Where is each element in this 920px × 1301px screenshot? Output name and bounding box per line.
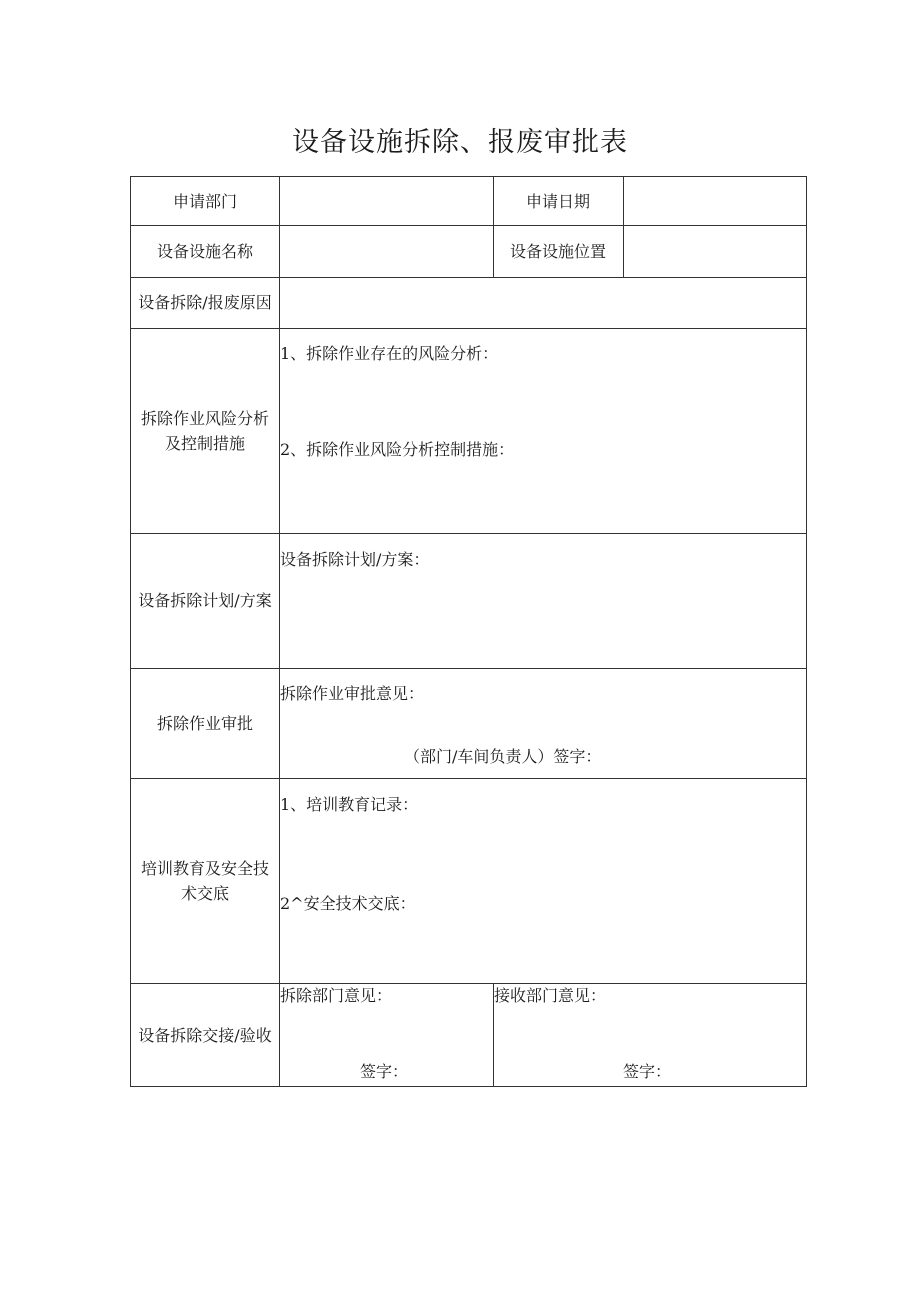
receive-opinion-field[interactable] xyxy=(494,983,807,1087)
plan-field[interactable] xyxy=(280,533,807,668)
apply-date-field[interactable] xyxy=(624,177,807,225)
plan-content: 设备拆除计划/方案： xyxy=(280,550,430,569)
equipment-name-field[interactable] xyxy=(280,225,493,277)
training-item-2: 2^安全技术交底： xyxy=(280,894,416,913)
reason-field[interactable] xyxy=(280,277,807,328)
reason-label: 设备拆除/报废原因 xyxy=(138,293,272,312)
handover-label: 设备拆除交接/验收 xyxy=(138,1025,272,1045)
plan-label: 设备拆除计划/方案 xyxy=(138,591,272,610)
receive-signature: 签字： xyxy=(623,1062,672,1081)
demolish-opinion: 拆除部门意见： xyxy=(280,986,393,1005)
training-field[interactable] xyxy=(280,778,807,983)
approval-field[interactable] xyxy=(280,668,807,778)
approval-signature: （部门/车间负责人）签字： xyxy=(404,747,602,766)
equipment-name-label: 设备设施名称 xyxy=(156,241,253,261)
training-item-1: 1、培训教育记录： xyxy=(280,795,419,814)
approval-opinion: 拆除作业审批意见： xyxy=(280,684,425,703)
receive-opinion: 接收部门意见： xyxy=(494,986,607,1005)
risk-item-1: 1、拆除作业存在的风险分析： xyxy=(280,344,499,363)
training-label: 培训教育及安全技术交底 xyxy=(140,858,269,903)
risk-field[interactable] xyxy=(280,328,807,533)
apply-date-label: 申请日期 xyxy=(525,191,590,211)
approval-label: 拆除作业审批 xyxy=(156,713,253,733)
apply-dept-field[interactable] xyxy=(280,177,493,225)
page-title: 设备设施拆除、报废审批表 xyxy=(292,127,628,158)
approval-form xyxy=(130,176,807,1087)
apply-dept-label: 申请部门 xyxy=(172,191,237,211)
risk-label: 拆除作业风险分析及控制措施 xyxy=(140,408,269,453)
equipment-location-field[interactable] xyxy=(624,225,807,277)
demolish-signature: 签字： xyxy=(360,1062,409,1081)
equipment-location-label: 设备设施位置 xyxy=(509,241,606,261)
demolish-opinion-field[interactable] xyxy=(280,983,493,1087)
risk-item-2: 2、拆除作业风险分析控制措施： xyxy=(280,440,515,459)
